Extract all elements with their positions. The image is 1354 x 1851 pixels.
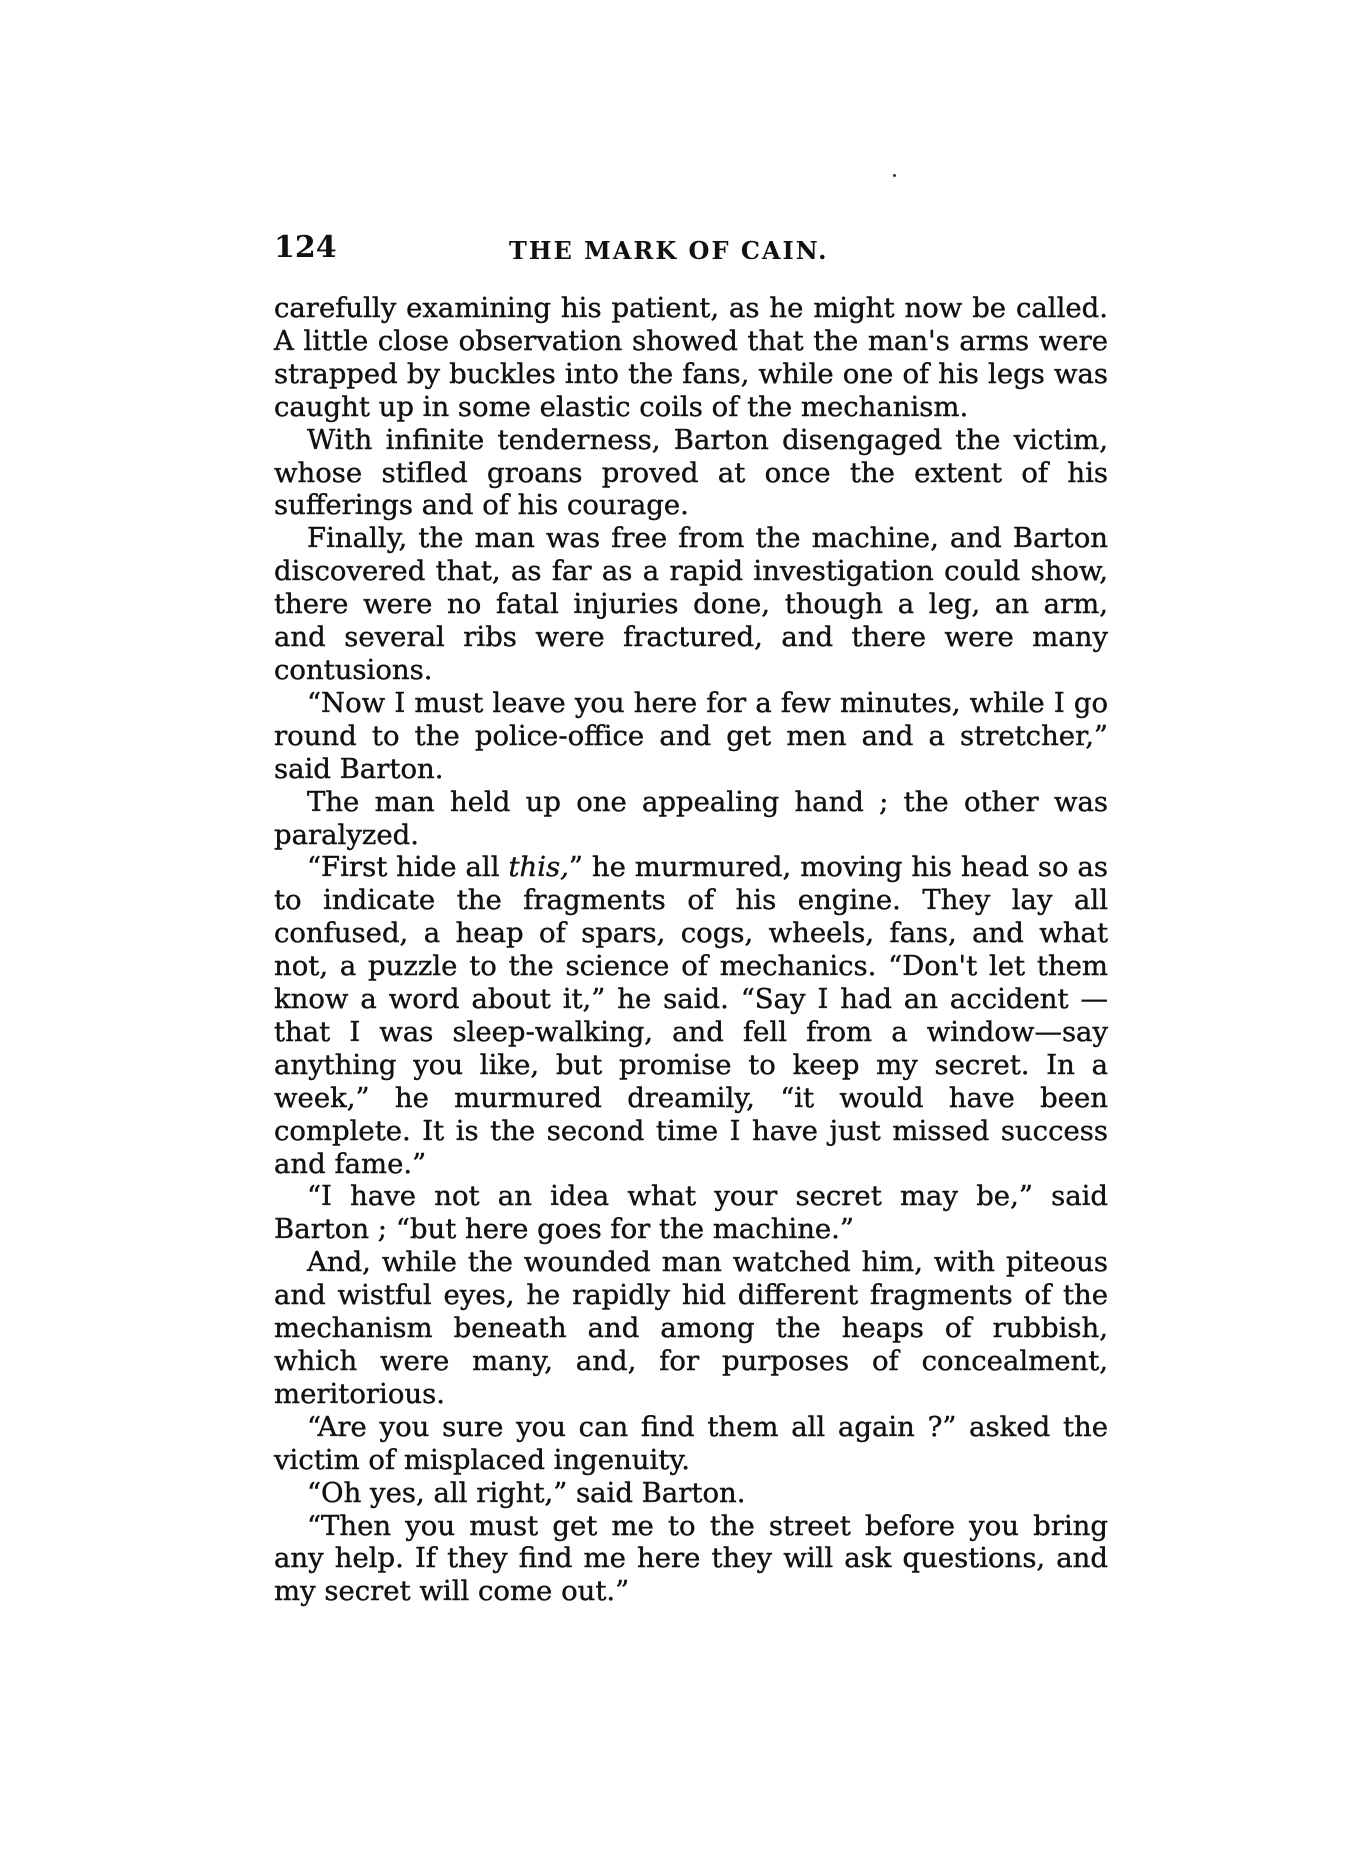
paragraph: The man held up one appealing hand ; the other was paralyzed.	[274, 785, 1108, 851]
paragraph-text: ” he murmured, moving his head so as to indicate the fragments of his engine. They lay all confused, a heap of spars, cogs, wheels, fans, and what not, a puzzle to the science of mechanics. “Don't let them know a word about it,” he said. “Say I had an accident —that I was sleep-walking, and fell from a window—say anything you like, but promise to keep my secret. In a week,” he murmured dreamily, “it would have been complete. It is the second time I have just missed success and fame.”	[274, 851, 1109, 1180]
paragraph: With infinite tenderness, Barton disengaged the victim, whose stifled groans proved at once the extent of his sufferings and of his courage.	[274, 423, 1108, 522]
paragraph: “Are you sure you can find them all again ?” asked the victim of misplaced ingenuity.	[274, 1410, 1108, 1476]
paragraph-text: “First hide all	[307, 851, 509, 884]
paragraph: “Oh yes, all right,” said Barton.	[307, 1476, 746, 1509]
paragraph: Finally, the man was free from the machine, and Barton discovered that, as far as a rapid investigation could show, there were no fatal injuries done, though a leg, an arm, and several ribs were fractured, and there were many contusions.	[274, 522, 1108, 686]
paragraph	[274, 851, 1108, 1180]
page-header	[274, 228, 1106, 268]
paragraph: “Now I must leave you here for a few minutes, while I go round to the police-office and get men and a stretcher,” said Barton.	[274, 686, 1108, 785]
paragraph: And, while the wounded man watched him, with piteous and wistful eyes, he rapidly hid different fragments of the mechanism beneath and among the heaps of rubbish, which were many, and, for purposes of concealment, meritorious.	[274, 1246, 1108, 1410]
emphasis-text: this,	[508, 851, 569, 884]
paragraph: “Then you must get me to the street before you bring any help. If they find me here they will ask questions, and my secret will come out.”	[274, 1509, 1108, 1608]
running-title: THE MARK OF CAIN.	[509, 236, 829, 265]
body-text	[274, 292, 1108, 1608]
ink-speck	[893, 174, 896, 177]
paragraph: carefully examining his patient, as he might now be called. A little close observation showed that the man's arms were strapped by buckles into the fans, while one of his legs was caught up in some elastic coils of the mechanism.	[274, 292, 1108, 423]
page-number: 124	[274, 230, 337, 265]
paragraph: “I have not an idea what your secret may be,” said Barton ; “but here goes for the machine.”	[274, 1180, 1108, 1246]
